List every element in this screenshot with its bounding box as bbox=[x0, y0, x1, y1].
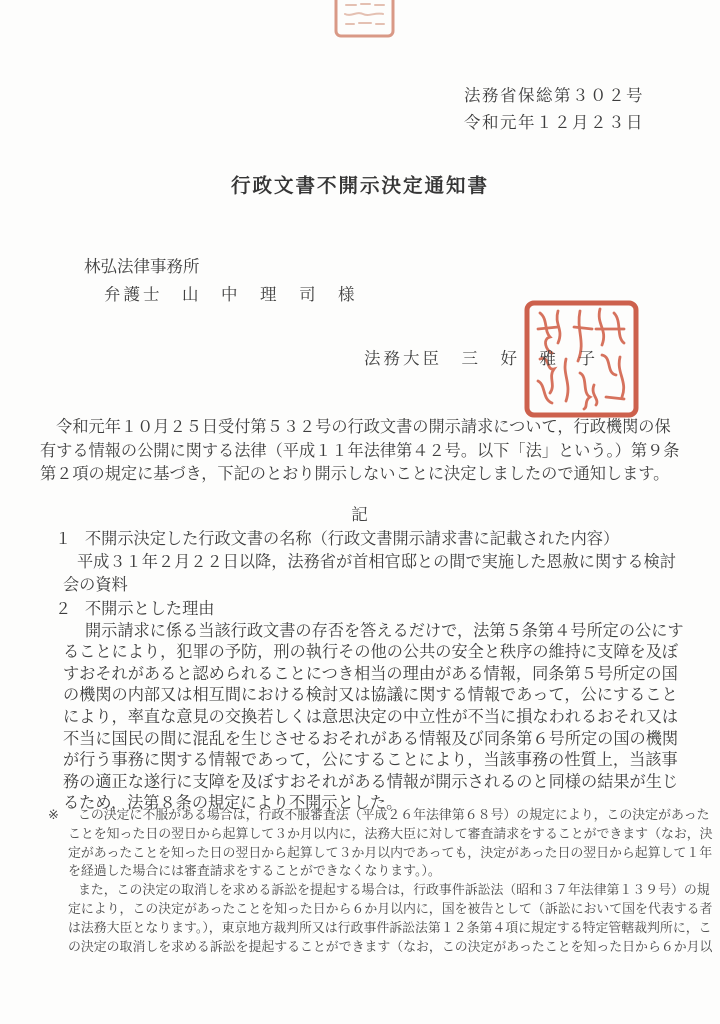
document-date: 令和元年１２月２３日 bbox=[464, 113, 644, 132]
item-1-line: 平成３１年２月２２日以降，法務省が首相官邸との間で実施した恩赦に関する検討 bbox=[77, 553, 676, 571]
recipient-name: 弁護士 山 中 理 司 様 bbox=[104, 285, 358, 304]
document-meta bbox=[464, 82, 644, 136]
note-line: ことを知った日の翌日から起算して３か月以内に，法務大臣に対して審査請求をすることができます（なお，決 bbox=[68, 826, 713, 841]
sender-name: 法務大臣 三 好 雅 子 bbox=[364, 349, 598, 368]
item-number: １ bbox=[55, 530, 72, 548]
item-1-line: 会の資料 bbox=[63, 576, 128, 594]
body-line: 有する情報の公開に関する法律（平成１１年法律第４２号。以下「法」という。）第９条 bbox=[40, 441, 680, 460]
page-title: 行政文書不開示決定通知書 bbox=[230, 176, 489, 197]
item-2-line: すおそれがあると認められることにつき相当の理由がある情報，同条第５号所定の国 bbox=[63, 664, 678, 683]
item-2-line: 開示請求に係る当該行政文書の存否を答えるだけで，法第５条第４号所定の公にす bbox=[85, 621, 684, 640]
body-line: 第２項の規定に基づき，下記のとおり開示しないことに決定しましたので通知します。 bbox=[40, 465, 670, 483]
approval-stamp-icon bbox=[333, 0, 397, 42]
item-number: ２ bbox=[55, 600, 72, 618]
note-marker: ※ bbox=[48, 808, 59, 822]
item-2-heading bbox=[40, 599, 700, 621]
item-2-reason bbox=[40, 599, 700, 815]
item-2-line: の機関の内部又は相互間における検討又は協議に関する情報であって，公にすること bbox=[63, 686, 678, 705]
item-1-heading bbox=[40, 528, 700, 551]
body-paragraph bbox=[40, 416, 700, 487]
note-text: この決定に不服がある場合は，行政不服審査法（平成２６年法律第６８号）の規定により，この決定があった bbox=[78, 808, 710, 822]
item-1-document-name bbox=[40, 528, 700, 597]
note-line: 定があったことを知った日の翌日から起算して３か月以内であっても，決定があった日の翌日から起算して１年 bbox=[68, 845, 713, 860]
item-2-line: により，率直な意見の交換若しくは意思決定の中立性が不当に損なわれるおそれ又は bbox=[63, 707, 679, 726]
item-2-line: が行う事務に関する情報であって，公にすることにより，当該事務の性質上，当該事 bbox=[63, 751, 678, 770]
body-line: 令和元年１０月２５日受付第５３２号の行政文書の開示請求について，行政機関の保 bbox=[40, 418, 671, 436]
item-2-line: ることにより，犯罪の予防，刑の執行その他の公共の安全と秩序の維持に支障を及ぼ bbox=[63, 643, 679, 662]
recipient-office: 林弘法律事務所 bbox=[84, 257, 200, 276]
document-number: 法務省保総第３０２号 bbox=[464, 86, 644, 105]
item-title: 不開示とした理由 bbox=[85, 600, 215, 618]
recipient-block bbox=[84, 253, 358, 309]
section-marker: 記 bbox=[351, 505, 369, 524]
item-2-line: るため，法第８条の規定により不開示とした。 bbox=[63, 794, 403, 813]
note-line: は法務大臣となります。），東京地方裁判所又は行政事件訴訟法第１２条第４項に規定する特定管轄裁判所に，こ bbox=[68, 920, 712, 935]
item-title: 不開示決定した行政文書の名称（行政文書開示請求書に記載された内容） bbox=[85, 530, 620, 548]
note-line: また，この決定の取消しを求める訴訟を提起する場合は，行政事件訴訟法（昭和３７年法律第１３９号）の規 bbox=[78, 883, 710, 898]
appeal-notes bbox=[48, 806, 713, 956]
item-2-line: 務の適正な遂行に支障を及ぼすおそれがある情報が開示されるのと同様の結果が生じ bbox=[63, 772, 679, 791]
item-2-line: 不当に国民の間に混乱を生じさせるおそれがある情報及び同条第６号所定の国の機関 bbox=[63, 729, 679, 748]
note-line: を経過した場合には審査請求をすることができなくなります。）。 bbox=[68, 864, 441, 879]
note-line: 定により，この決定があったことを知った日から６か月以内に，国を被告として（訴訟において国を代表する者 bbox=[68, 901, 713, 916]
note-line: の決定の取消しを求める訴訟を提起することができます（なお，この決定があったことを知った日から６か月以 bbox=[68, 939, 713, 954]
note-line bbox=[48, 806, 708, 825]
